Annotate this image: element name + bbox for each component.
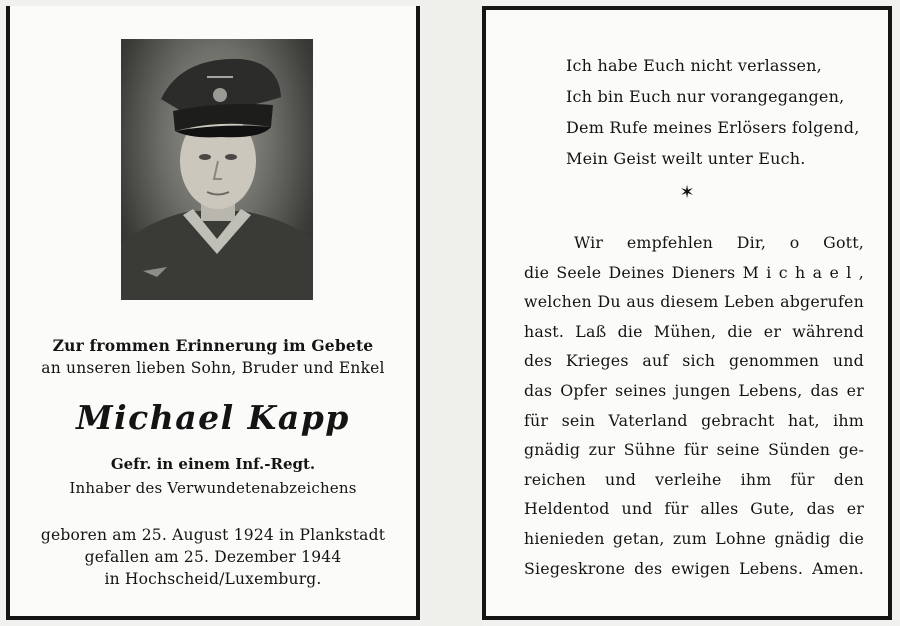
poem-line: Ich bin Euch nur vorangegangen, — [566, 87, 845, 106]
star-ornament-icon: ✶ — [679, 182, 695, 203]
prayer-line: welchen Du aus diesem Leben abgerufen — [524, 292, 864, 312]
prayer-line: des Krieges auf sich genommen und — [524, 351, 864, 371]
portrait-photo — [121, 39, 313, 300]
left-card — [6, 6, 420, 620]
prayer-line: für sein Vaterland gebracht hat, ihm — [524, 410, 864, 430]
prayer-line: hienieden getan, zum Lohne gnädig die — [524, 528, 864, 548]
prayer-text — [524, 228, 864, 583]
prayer-line: gnädig zur Sühne für seine Sünden ge- — [524, 440, 864, 460]
memorial-line-2: an unseren lieben Sohn, Bruder und Enkel — [41, 359, 385, 377]
soldier-portrait-image — [121, 39, 313, 300]
poem — [566, 50, 860, 174]
prayer-line: die Seele Deines Dieners M i c h a e l , — [524, 262, 864, 282]
death-place-line: in Hochscheid/Luxemburg. — [104, 570, 322, 588]
prayer-line: Heldentod und für alles Gute, das er — [524, 499, 864, 519]
prayer-line: hast. Laß die Mühen, die er während — [524, 321, 864, 341]
military-rank: Gefr. in einem Inf.-Regt. — [110, 455, 316, 473]
birth-line: geboren am 25. August 1924 in Plankstadt — [40, 526, 386, 544]
prayer-line: reichen und verleihe ihm für den — [524, 469, 864, 489]
prayer-line: das Opfer seines jungen Lebens, das er — [524, 380, 864, 400]
deceased-name: Michael Kapp — [76, 398, 350, 437]
prayer-line: Siegeskrone des ewigen Lebens. Amen. — [524, 558, 864, 578]
poem-line: Mein Geist weilt unter Euch. — [566, 149, 806, 168]
prayer-line: Wir empfehlen Dir, o Gott, — [574, 233, 864, 252]
fold-gap — [420, 0, 482, 626]
right-card — [482, 6, 892, 620]
death-line: gefallen am 25. Dezember 1944 — [84, 548, 342, 566]
poem-line: Ich habe Euch nicht verlassen, — [566, 56, 822, 75]
decoration-line: Inhaber des Verwundetenabzeichens — [69, 479, 357, 497]
poem-line: Dem Rufe meines Erlösers folgend, — [566, 118, 860, 137]
memorial-line-1: Zur frommen Erinnerung im Gebete — [52, 336, 374, 355]
